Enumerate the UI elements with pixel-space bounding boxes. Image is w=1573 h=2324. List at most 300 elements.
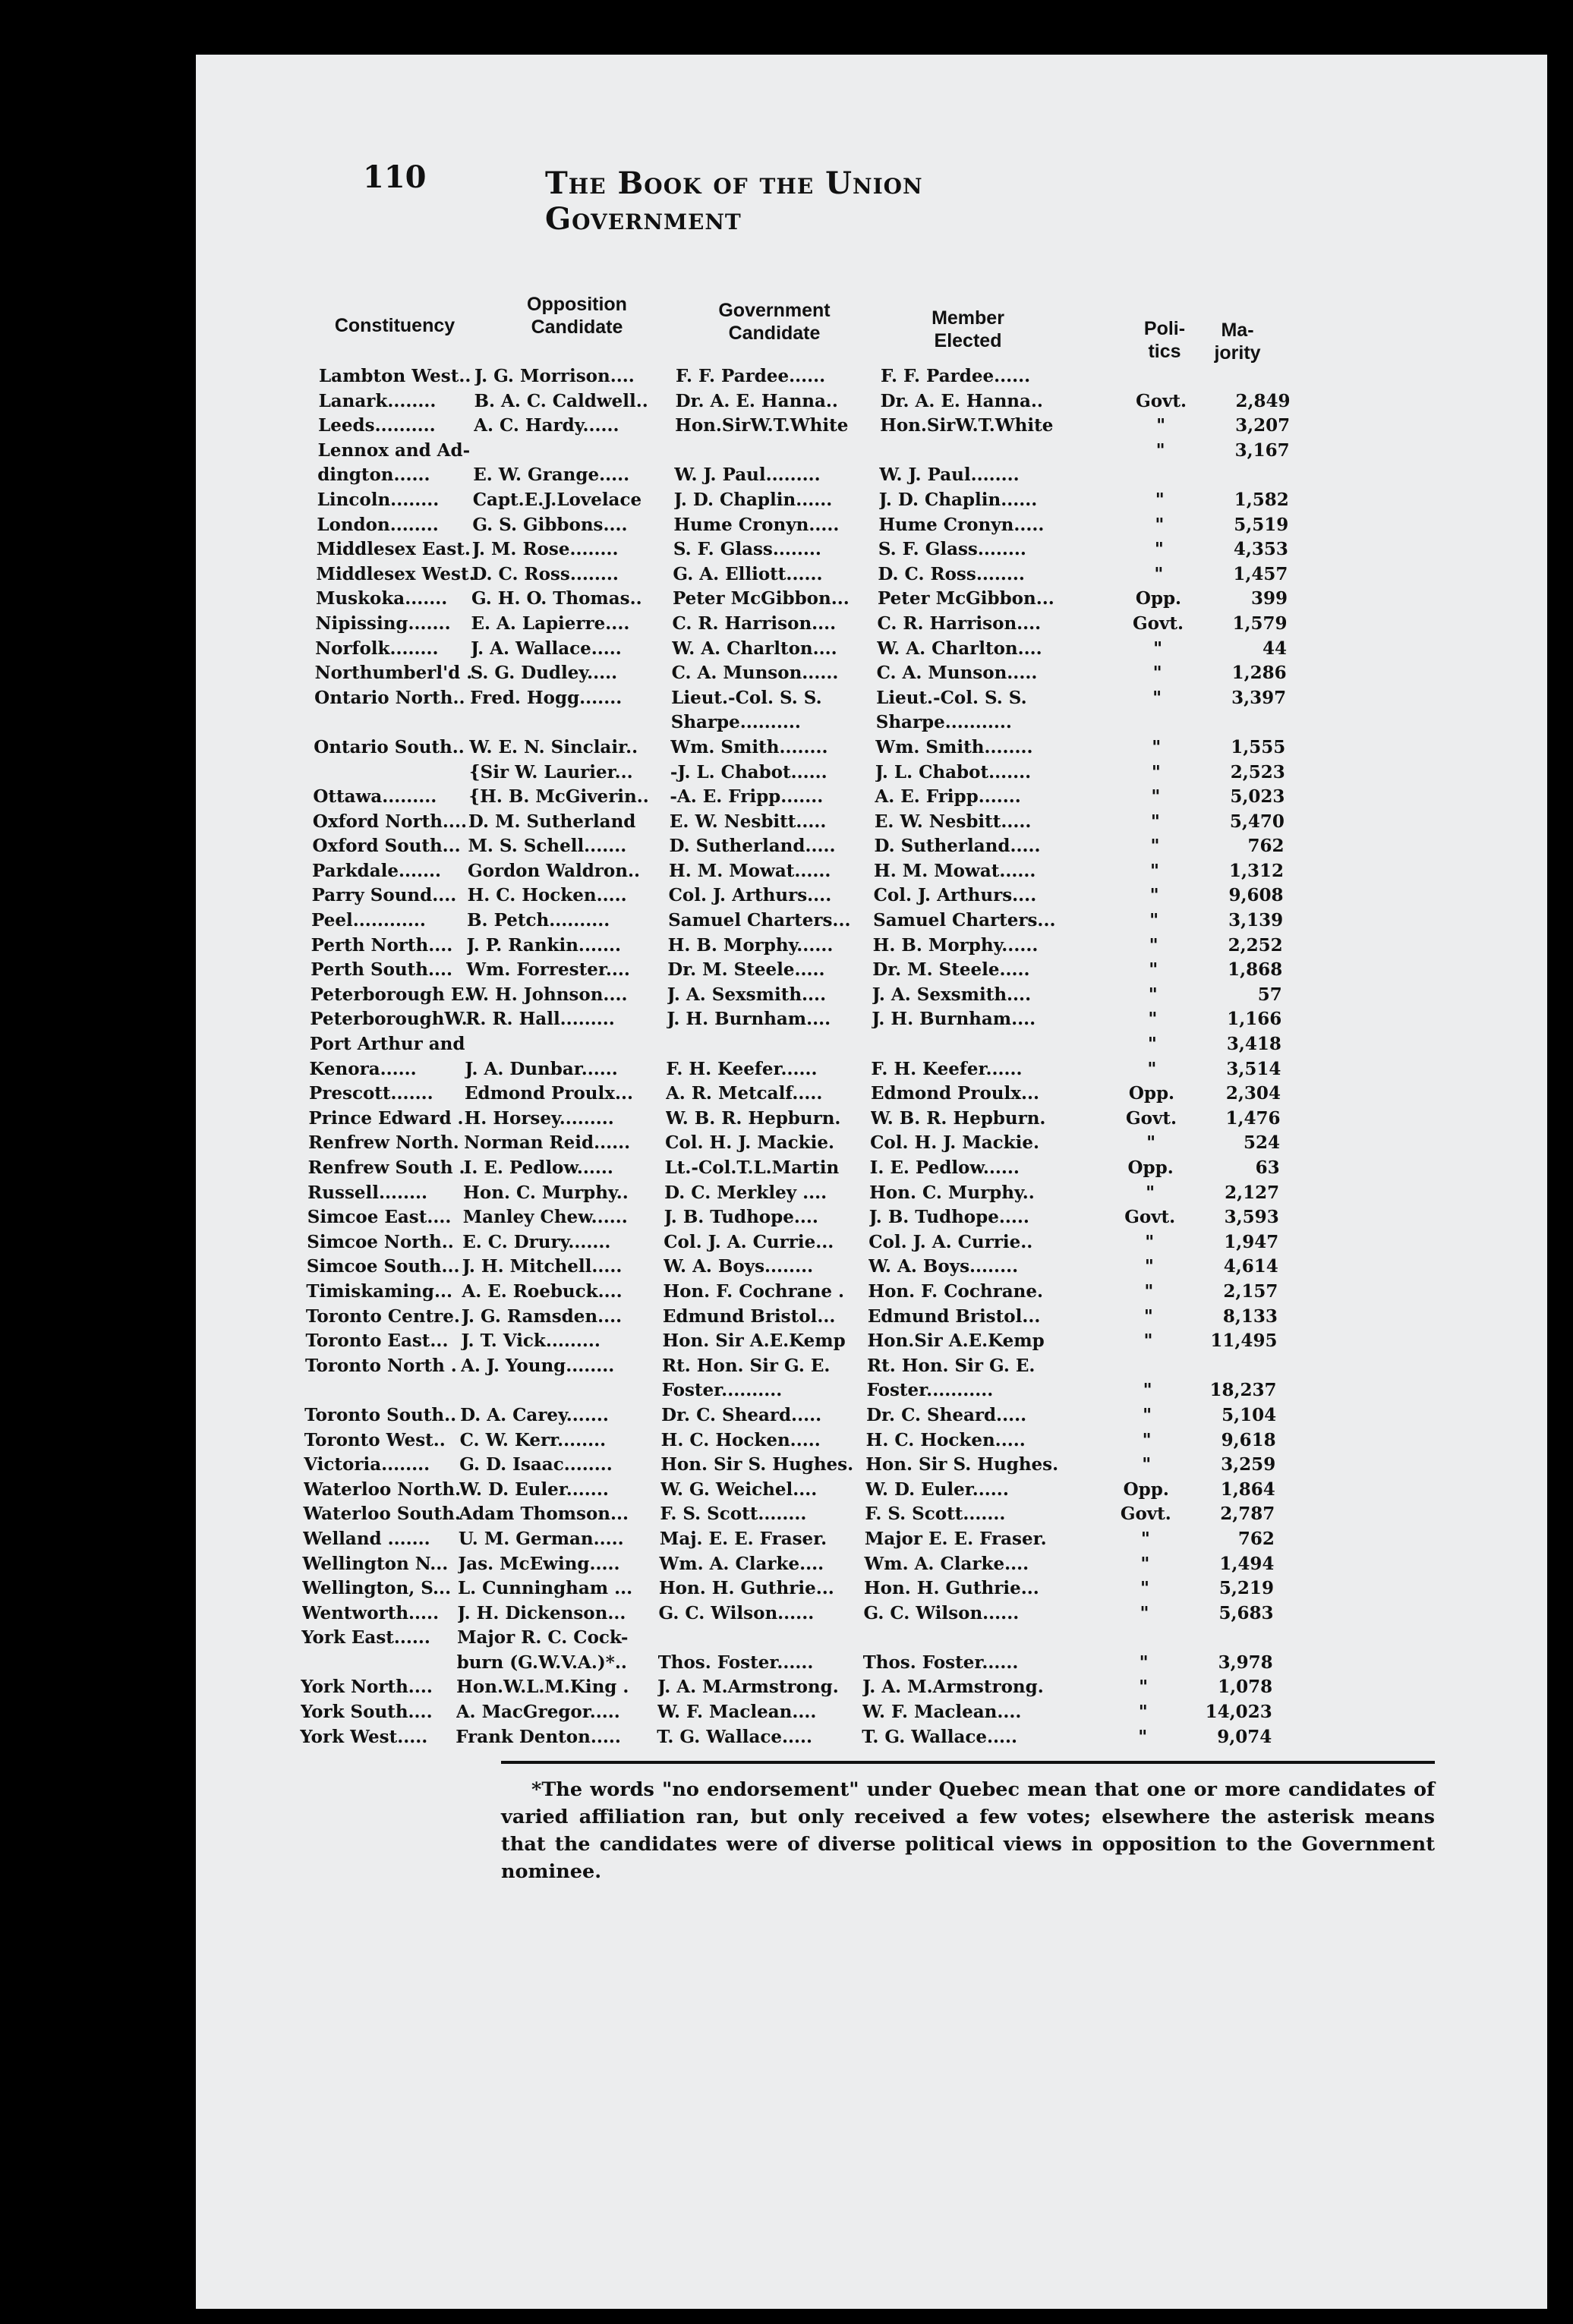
table-row (317, 490, 1494, 515)
table-row (307, 1182, 1484, 1208)
table-row (314, 712, 1491, 737)
cell-politics: " (1150, 836, 1160, 857)
footnote: *The words "no endorsement" under Quebec mean that one or more candidates of varied affiliation ran, but only received a few votes; elsewhere the asterisk means that the candidates were of diverse political views in opposition to the Government nominee. (501, 1778, 1435, 1883)
cell-member: S. F. Glass........ (878, 539, 1026, 560)
cell-government: W. J. Paul......... (674, 464, 821, 486)
cell-majority: 3,514 (1226, 1058, 1281, 1079)
cell-politics: Opp. (1135, 588, 1182, 609)
cell-majority: 1,864 (1220, 1478, 1275, 1500)
cell-government: G. C. Wilson...... (658, 1602, 815, 1623)
cell-member: W. J. Paul........ (879, 464, 1020, 486)
cell-politics: Govt. (1133, 612, 1184, 634)
cell-opposition: A. MacGregor..... (456, 1702, 620, 1723)
cell-politics: " (1144, 1256, 1154, 1277)
cell-government: H. M. Mowat...... (669, 860, 831, 881)
cell-opposition: G. S. Gibbons.... (472, 514, 628, 535)
cell-member: J. A. Sexsmith.... (872, 984, 1032, 1005)
cell-politics: Opp. (1123, 1478, 1169, 1500)
cell-opposition: D. M. Sutherland (468, 811, 636, 832)
cell-constituency: Russell........ (307, 1182, 428, 1203)
cell-member: Col. J. Arthurs.... (873, 885, 1037, 906)
cell-member: Edmund Bristol... (867, 1305, 1041, 1327)
cell-constituency: York East...... (301, 1627, 430, 1649)
cell-government: H. C. Hocken..... (660, 1429, 821, 1450)
cell-majority: 9,074 (1217, 1726, 1272, 1747)
cell-member: F. F. Pardee...... (881, 366, 1031, 386)
cell-constituency: Nipissing....... (315, 612, 451, 634)
cell-government: Hume Cronyn..... (673, 514, 840, 535)
cell-constituency: Renfrew South . (307, 1157, 465, 1178)
cell-member: Major E. E. Fraser. (864, 1528, 1047, 1549)
cell-government: Lieut.-Col. S. S. (671, 687, 822, 708)
header-opposition: Opposition Candidate (527, 294, 627, 338)
cell-majority: 1,078 (1218, 1677, 1273, 1698)
table-row (305, 1380, 1482, 1405)
cell-opposition: Major R. C. Cock- (457, 1627, 629, 1649)
table-row (319, 391, 1496, 416)
cell-majority: 5,104 (1222, 1404, 1277, 1425)
cell-politics: " (1147, 1058, 1157, 1079)
table-row (317, 464, 1494, 490)
cell-government: Wm. Smith........ (670, 736, 828, 757)
cell-politics: " (1145, 1231, 1155, 1252)
running-title: The Book of the Union Government (545, 165, 923, 237)
cell-politics: " (1139, 1677, 1149, 1698)
table-row (317, 515, 1493, 540)
cell-constituency: Waterloo South. (303, 1504, 461, 1525)
cell-member: A. E. Fripp....... (875, 786, 1021, 808)
cell-majority: 2,157 (1223, 1280, 1278, 1302)
cell-member: F. H. Keefer...... (871, 1058, 1023, 1079)
cell-constituency: Ottawa......... (313, 786, 437, 808)
cell-government: J. A. M.Armstrong. (657, 1677, 839, 1698)
cell-majority: 8,133 (1222, 1305, 1278, 1327)
table-row (319, 366, 1496, 391)
cell-majority: 399 (1250, 588, 1288, 609)
cell-constituency: Muskoka....... (315, 588, 448, 609)
cell-government: E. W. Nesbitt..... (669, 811, 827, 832)
table-row (315, 663, 1492, 688)
cell-opposition: W. H. Johnson.... (465, 984, 628, 1005)
cell-politics: " (1143, 1380, 1152, 1401)
cell-opposition: Hon.W.L.M.King . (456, 1677, 629, 1698)
table-row (305, 1356, 1482, 1381)
cell-member: Col. H. J. Mackie. (870, 1132, 1039, 1154)
cell-constituency: Timiskaming... (306, 1280, 452, 1302)
table-row (302, 1578, 1479, 1603)
cell-opposition: C. W. Kerr........ (459, 1429, 607, 1450)
cell-government: Maj. E. E. Fraser. (659, 1528, 827, 1549)
table-row (307, 1232, 1483, 1257)
cell-government: Dr. M. Steele..... (667, 959, 825, 981)
cell-constituency: Ontario South.. (314, 736, 465, 757)
cell-opposition: J. M. Rose........ (471, 539, 619, 560)
cell-politics: " (1154, 563, 1164, 584)
cell-majority: 3,167 (1234, 439, 1290, 461)
cell-politics: " (1149, 934, 1158, 956)
table-row (302, 1554, 1479, 1579)
cell-opposition: S. G. Dudley..... (470, 663, 618, 684)
cell-opposition: B. A. C. Caldwell.. (474, 390, 648, 411)
cell-government: C. A. Munson...... (671, 663, 839, 684)
table-row (304, 1430, 1481, 1455)
header-politics: Poli- tics (1143, 318, 1186, 362)
cell-member: I. E. Pedlow...... (869, 1157, 1020, 1178)
cell-majority: 9,608 (1228, 885, 1284, 906)
cell-constituency: Oxford North.... (312, 811, 467, 832)
cell-opposition: G. H. O. Thomas.. (471, 588, 642, 609)
cell-opposition: E. C. Drury....... (462, 1231, 611, 1252)
cell-politics: " (1149, 885, 1159, 906)
cell-member: T. G. Wallace..... (862, 1726, 1018, 1747)
table-row (312, 861, 1489, 886)
cell-opposition: E. W. Grange..... (473, 464, 630, 486)
cell-constituency: PeterboroughW. (310, 1009, 468, 1030)
cell-politics: " (1143, 1305, 1153, 1327)
cell-constituency: Waterloo North. (303, 1478, 462, 1500)
cell-constituency: Peterborough E. (310, 984, 471, 1005)
cell-majority: 2,849 (1235, 390, 1291, 411)
cell-member: H. B. Morphy...... (872, 934, 1039, 956)
cell-opposition: J. G. Morrison.... (474, 366, 635, 386)
cell-majority: 11,495 (1210, 1330, 1278, 1352)
cell-majority: 63 (1255, 1157, 1280, 1178)
cell-member: Wm. Smith........ (875, 736, 1033, 757)
cell-constituency: Prescott....... (308, 1083, 433, 1104)
table-row (310, 1034, 1486, 1059)
table-row (311, 910, 1488, 935)
cell-politics: " (1143, 1330, 1153, 1352)
cell-government: Thos. Foster...... (657, 1652, 814, 1673)
cell-government: Hon. Sir S. Hughes. (660, 1454, 854, 1475)
table-row (302, 1603, 1479, 1628)
cell-opposition: {H. B. McGiverin.. (468, 786, 649, 808)
cell-constituency: Parkdale....... (312, 860, 442, 881)
cell-opposition: Adam Thomson... (459, 1504, 629, 1525)
table-row (303, 1504, 1480, 1529)
cell-opposition: burn (G.W.V.A.)*.. (456, 1652, 627, 1673)
cell-government: W. F. Maclean.... (657, 1702, 817, 1723)
cell-majority: 1,457 (1233, 563, 1288, 584)
table-row (314, 737, 1490, 762)
cell-member: Dr. A. E. Hanna.. (880, 390, 1043, 411)
cell-politics: " (1150, 811, 1160, 832)
cell-opposition: G. D. Isaac........ (459, 1454, 613, 1475)
table-row (307, 1256, 1483, 1281)
cell-government: Col. J. A. Currie... (664, 1231, 834, 1252)
cell-government: S. F. Glass........ (673, 539, 821, 560)
cell-government: C. R. Harrison.... (672, 612, 837, 634)
cell-member: Dr. M. Steele..... (872, 959, 1030, 981)
cell-opposition: J. P. Rankin....... (466, 934, 621, 956)
cell-opposition: U. M. German..... (458, 1528, 624, 1549)
cell-constituency: Wellington N... (302, 1553, 449, 1574)
cell-government: F. F. Pardee...... (676, 366, 826, 386)
cell-politics: Govt. (1136, 390, 1187, 411)
cell-constituency: Leeds.......... (318, 415, 436, 436)
cell-member: J. A. M.Armstrong. (862, 1677, 1044, 1698)
cell-member: Dr. C. Sheard..... (866, 1404, 1027, 1425)
cell-government: Lt.-Col.T.L.Martin (664, 1157, 840, 1178)
cell-majority: 57 (1257, 984, 1282, 1005)
cell-member: Samuel Charters... (873, 910, 1056, 931)
cell-opposition: H. C. Hocken..... (467, 885, 627, 906)
cell-politics: Govt. (1124, 1207, 1176, 1228)
cell-opposition: Gordon Waldron.. (468, 860, 641, 881)
cell-majority: 5,219 (1218, 1578, 1274, 1599)
cell-member: Hon. F. Cochrane. (868, 1280, 1043, 1302)
table-row (308, 1157, 1485, 1182)
cell-opposition: A. J. Young........ (461, 1355, 615, 1376)
cell-government: T. G. Wallace..... (657, 1726, 813, 1747)
table-row (309, 1083, 1486, 1108)
table-row (309, 1059, 1486, 1084)
cell-member: H. C. Hocken..... (865, 1429, 1026, 1450)
cell-member: Edmond Proulx... (870, 1083, 1040, 1104)
cell-politics: " (1150, 860, 1159, 881)
cell-member: F. S. Scott....... (865, 1504, 1006, 1525)
cell-member: D. C. Ross........ (878, 563, 1025, 584)
table-row (301, 1652, 1478, 1677)
cell-opposition: E. A. Lapierre.... (471, 612, 630, 634)
cell-opposition: {Sir W. Laurier... (468, 761, 633, 783)
cell-government: F. S. Scott........ (660, 1504, 807, 1525)
cell-opposition: R. R. Hall......... (465, 1009, 615, 1030)
table-row (304, 1479, 1480, 1504)
cell-government: Foster.......... (661, 1380, 783, 1401)
cell-majority: 2,787 (1220, 1504, 1275, 1525)
cell-majority: 2,127 (1225, 1182, 1280, 1203)
cell-majority: 5,023 (1230, 786, 1285, 808)
table-row (316, 613, 1493, 638)
cell-politics: " (1138, 1726, 1148, 1747)
cell-member: J. B. Tudhope..... (868, 1207, 1029, 1228)
cell-member: Lieut.-Col. S. S. (876, 687, 1027, 708)
table-row (301, 1702, 1477, 1727)
table-row (312, 885, 1489, 910)
page-number: 110 (363, 159, 427, 195)
cell-opposition: Norman Reid...... (464, 1132, 631, 1154)
cell-majority: 1,947 (1224, 1231, 1279, 1252)
cell-majority: 1,868 (1228, 959, 1283, 981)
cell-constituency: York South.... (300, 1702, 433, 1723)
cell-opposition: H. Horsey......... (464, 1107, 614, 1129)
cell-majority: 1,494 (1219, 1553, 1275, 1574)
table-row (313, 786, 1489, 811)
cell-constituency: Wellington, S... (301, 1578, 452, 1599)
cell-opposition: D. C. Ross........ (471, 563, 619, 584)
cell-government: Col. H. J. Mackie. (665, 1132, 834, 1154)
cell-politics: " (1138, 1702, 1148, 1723)
cell-constituency: Welland ....... (302, 1528, 430, 1549)
cell-opposition: L. Cunningham ... (457, 1578, 633, 1599)
table-row (312, 836, 1489, 861)
cell-constituency: Prince Edward . (308, 1107, 464, 1129)
cell-majority: 2,304 (1225, 1083, 1281, 1104)
cell-government: Hon. Sir A.E.Kemp (662, 1330, 846, 1352)
cell-constituency: Parry Sound.... (311, 885, 457, 906)
cell-politics: " (1140, 1528, 1150, 1549)
table-row (304, 1405, 1481, 1430)
cell-member: D. Sutherland..... (874, 836, 1041, 857)
cell-majority: 3,397 (1231, 687, 1287, 708)
cell-member: C. R. Harrison.... (877, 612, 1042, 634)
table-row (313, 811, 1489, 836)
election-results-table (300, 287, 1496, 1751)
cell-majority: 762 (1237, 1528, 1275, 1549)
cell-majority: 762 (1247, 836, 1285, 857)
cell-member: Thos. Foster...... (862, 1652, 1019, 1673)
cell-constituency: Renfrew North. (308, 1132, 459, 1154)
cell-majority: 4,353 (1233, 539, 1288, 560)
cell-government: Edmund Bristol... (662, 1305, 836, 1327)
cell-member: W. A. Charlton.... (877, 638, 1042, 659)
cell-majority: 1,579 (1232, 612, 1288, 634)
cell-constituency: Simcoe South... (306, 1256, 460, 1277)
cell-majority: 9,618 (1221, 1429, 1276, 1450)
cell-majority: 5,683 (1218, 1602, 1274, 1623)
cell-politics: " (1142, 1429, 1152, 1450)
cell-member: Foster........... (866, 1380, 994, 1401)
cell-majority: 1,555 (1231, 736, 1286, 757)
cell-politics: " (1140, 1553, 1150, 1574)
cell-constituency: Port Arthur and (309, 1034, 465, 1055)
cell-government: J. A. Sexsmith.... (667, 984, 827, 1005)
cell-politics: " (1147, 1034, 1157, 1055)
cell-majority: 1,286 (1231, 663, 1287, 684)
cell-politics: " (1151, 761, 1161, 783)
cell-member: W. F. Maclean.... (862, 1702, 1022, 1723)
table-body (300, 366, 1496, 1751)
cell-government: -J. L. Chabot...... (670, 761, 827, 783)
cell-politics: " (1140, 1578, 1149, 1599)
cell-constituency: Toronto Centre. (305, 1305, 460, 1327)
cell-government: W. B. R. Hepburn. (665, 1107, 841, 1129)
cell-majority: 3,593 (1224, 1207, 1279, 1228)
cell-politics: " (1155, 439, 1165, 461)
cell-government: Hon. F. Cochrane . (663, 1280, 844, 1302)
table-row (301, 1627, 1478, 1652)
cell-constituency: Lanark........ (318, 390, 437, 411)
cell-government: F. H. Keefer...... (666, 1058, 818, 1079)
footnote-rule (501, 1761, 1435, 1764)
cell-constituency: Norfolk........ (315, 638, 439, 659)
cell-constituency: London........ (317, 514, 439, 535)
cell-opposition: Capt.E.J.Lovelace (472, 489, 642, 510)
cell-politics: Opp. (1128, 1083, 1175, 1104)
cell-constituency: Wentworth..... (301, 1602, 440, 1623)
cell-government: A. R. Metcalf..... (665, 1083, 823, 1104)
cell-constituency: Lincoln........ (317, 489, 440, 510)
table-row (315, 638, 1492, 663)
table-row (314, 688, 1491, 713)
cell-government: J. H. Burnham.... (667, 1009, 831, 1030)
cell-politics: " (1139, 1652, 1149, 1673)
cell-government: D. Sutherland..... (669, 836, 836, 857)
cell-constituency: dington...... (317, 464, 430, 486)
cell-constituency: Lennox and Ad- (317, 439, 471, 461)
cell-politics: Govt. (1120, 1504, 1171, 1525)
cell-opposition: J. H. Mitchell..... (462, 1256, 623, 1277)
cell-government: Wm. A. Clarke.... (659, 1553, 824, 1574)
cell-government: W. A. Boys........ (663, 1256, 814, 1277)
table-row (317, 539, 1493, 564)
table-row (304, 1454, 1480, 1479)
header-government: Government Candidate (718, 300, 831, 344)
cell-opposition: W. E. N. Sinclair.. (469, 736, 638, 757)
cell-member: J. D. Chaplin...... (878, 489, 1038, 510)
cell-politics: " (1151, 786, 1161, 808)
cell-majority: 3,978 (1218, 1652, 1273, 1673)
cell-government: D. C. Merkley .... (664, 1182, 827, 1203)
cell-member: Peter McGibbon... (877, 588, 1054, 609)
cell-politics: " (1140, 1602, 1149, 1623)
header-majority: Ma- jority (1214, 320, 1261, 364)
cell-opposition: Jas. McEwing..... (458, 1553, 620, 1574)
cell-government: Peter McGibbon... (672, 588, 850, 609)
cell-politics: " (1146, 1132, 1156, 1154)
cell-member: J. H. Burnham.... (872, 1009, 1036, 1030)
cell-opposition: Fred. Hogg....... (470, 687, 623, 708)
cell-politics: " (1143, 1404, 1152, 1425)
cell-government: Samuel Charters... (668, 910, 851, 931)
table-row (308, 1132, 1485, 1157)
cell-constituency: Toronto East... (305, 1330, 449, 1352)
cell-member: J. L. Chabot....... (875, 761, 1032, 783)
cell-member: Hon. C. Murphy.. (869, 1182, 1035, 1203)
table-row (316, 564, 1493, 589)
cell-opposition: Wm. Forrester.... (466, 959, 630, 981)
cell-opposition: J. H. Dickenson... (457, 1602, 626, 1623)
cell-constituency: Lambton West.. (319, 366, 471, 386)
cell-majority: 3,418 (1226, 1034, 1281, 1055)
cell-opposition: Frank Denton..... (456, 1726, 621, 1747)
cell-majority: 5,470 (1229, 811, 1285, 832)
cell-member: W. A. Boys........ (868, 1256, 1019, 1277)
cell-government: Dr. A. E. Hanna.. (675, 390, 838, 411)
cell-opposition: B. Petch.......... (467, 910, 610, 931)
cell-opposition: J. T. Vick......... (461, 1330, 601, 1352)
cell-majority: 2,523 (1230, 761, 1285, 783)
cell-majority: 18,237 (1209, 1380, 1277, 1401)
table-row (311, 984, 1487, 1009)
cell-majority: 1,312 (1228, 860, 1284, 881)
cell-member: Rt. Hon. Sir G. E. (867, 1355, 1036, 1376)
table-row (306, 1281, 1483, 1306)
cell-member: Sharpe........... (875, 712, 1012, 733)
cell-government: G. A. Elliott...... (673, 563, 823, 584)
cell-politics: " (1152, 663, 1162, 684)
cell-constituency: Toronto West.. (304, 1429, 446, 1450)
header-member: Member Elected (932, 307, 1004, 351)
cell-opposition: J. G. Ramsden.... (461, 1305, 623, 1327)
cell-constituency: Toronto North . (305, 1355, 457, 1376)
cell-constituency: Victoria........ (304, 1454, 430, 1475)
cell-opposition: J. A. Dunbar...... (465, 1058, 618, 1079)
cell-politics: " (1156, 415, 1166, 436)
cell-constituency: Simcoe North.. (307, 1231, 454, 1252)
cell-member: Hon. Sir S. Hughes. (865, 1454, 1059, 1475)
table-row (310, 1009, 1486, 1034)
cell-government: Rt. Hon. Sir G. E. (662, 1355, 831, 1376)
cell-constituency: Middlesex East. (316, 539, 471, 560)
cell-opposition: A. C. Hardy...... (474, 415, 619, 436)
cell-majority: 1,166 (1227, 1009, 1282, 1030)
cell-constituency: York West..... (300, 1726, 428, 1747)
cell-government: -A. E. Fripp....... (670, 786, 824, 808)
cell-politics: " (1149, 959, 1158, 981)
cell-constituency: Perth North.... (311, 934, 453, 956)
